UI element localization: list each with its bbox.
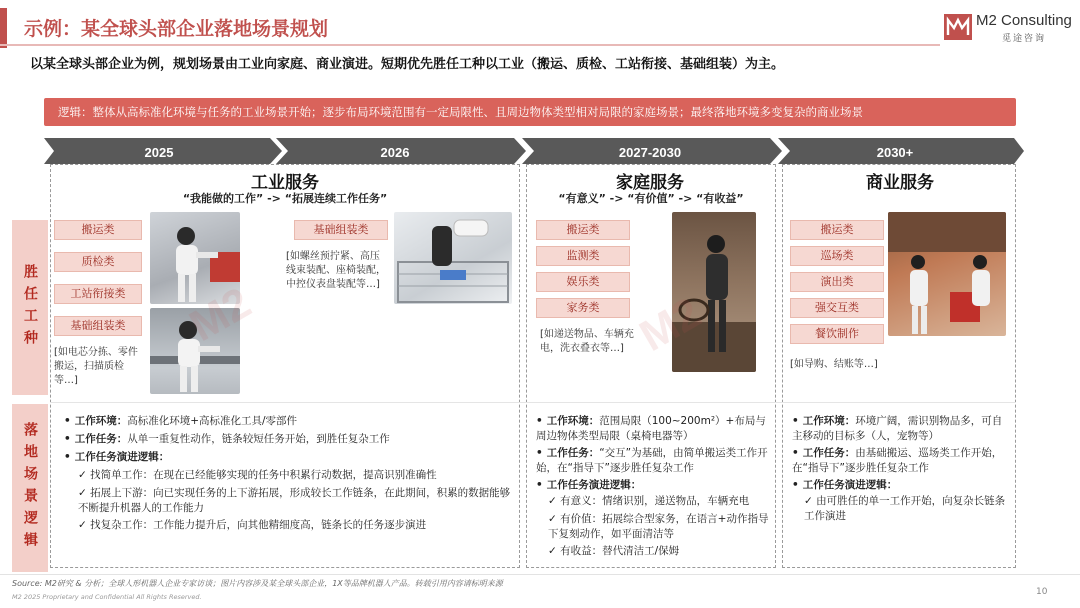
note-home: [如递送物品、车辆充电，洗衣叠衣等…] [540,329,634,354]
industrial-evo-2 [78,486,512,516]
home-evo-3-text: 有收益：替代清洁工/保姆 [560,545,680,557]
com-task [792,446,1012,476]
robot-icon [672,212,756,372]
logic-text: 逻辑：整体从高标准化环境与任务的工业场景开始；逐步布局环境范围有一定局限性、且周边物体类型相对局限的家庭场景；最终落地环境多变复杂的商业场景 [58,105,863,119]
industrial-env-text: 高标准化环境+高标准化工具/零部件 [127,415,298,427]
com-evo-1 [804,494,1012,524]
check-icon: ✓ [548,545,561,557]
industrial-evo-1 [78,468,512,483]
com-env-text: 环境广阔，需识别物品多，可自主移动的目标多（人，宠物等） [792,415,1003,442]
home-task-text: “交互”为基础，由简单搬运类工作开始，在“指导下”逐步胜任复杂工作 [536,447,768,474]
industrial-task-head: 工作任务： [74,433,128,445]
note-2025: [如电芯分拣、零件搬运，扫描质检等…] [54,347,138,386]
logic-banner [44,98,1016,126]
industrial-subtitle: “我能做的工作” -> “拓展连续工作任务” [182,192,388,205]
home-task [536,446,772,476]
note-commercial: [如导购、结账等…] [790,359,878,370]
home-evo-1 [548,494,772,509]
home-evo-head-text: 工作任务演进逻辑： [546,479,642,491]
home-evo-2 [548,512,772,542]
logo-cn-name: 觅途咨询 [1002,34,1047,44]
page-title: 示例：某全球头部企业落地场景规划 [24,18,329,40]
page-subtitle: 以某全球头部企业为例，规划场景由工业向家庭、商业演进。短期优先胜任工种以工业（搬运、质检、工站衔接、基础组装）为主。 [30,57,785,72]
home-evo-3 [548,544,772,559]
com-env-head: 工作环境： [802,415,856,427]
footer-divider [0,574,1080,575]
commercial-title: 商业服务 [866,173,934,193]
home-evo-2-text: 有价值：拓展综合型家务，在语言+动作指导下复刻动作，如平面清洁等 [548,513,769,540]
timeline-2026: 2026 [380,145,410,160]
check-icon: ✓ [78,487,91,499]
tag-inspection: 质检类 [54,252,142,272]
home-evo-1-text: 有意义：情绪识别，递送物品，车辆充电 [560,495,750,507]
home-title: 家庭服务 [616,173,684,193]
tag-com-interaction: 强交互类 [790,298,884,318]
tag-home-entertainment: 娱乐类 [536,272,630,292]
com-env [792,414,1012,444]
robot-photo-factory-2 [150,308,240,394]
note-2026: [如螺丝预拧紧、高压线束装配、座椅装配，中控仪表盘装配等…] [286,251,386,290]
side-label-roles: 胜任工种 [12,220,48,395]
bullet-icon: • [64,433,71,445]
bullet-icon: • [792,447,799,459]
bullet-icon: • [536,479,543,491]
timeline-2027-2030: 2027-2030 [618,145,682,160]
com-task-text: 由基础搬运、巡场类工作开始，在“指导下”逐步胜任复杂工作 [792,447,1003,474]
home-subtitle: “有意义” -> “有价值” -> “有收益” [558,192,744,205]
tag-com-patrol: 巡场类 [790,246,884,266]
tag-home-monitoring: 监测类 [536,246,630,266]
side-label-logic: 落地场景逻辑 [12,404,48,572]
home-env [536,414,772,444]
com-evo-head [792,478,1012,493]
robot-photo-factory-1 [150,212,240,304]
logo-name: M2 Consulting [976,12,1072,29]
bullet-icon: • [536,415,543,427]
home-env-text: 范围局限（100~200m²）+布局与周边物体类型局限（桌椅电器等） [536,415,766,442]
robot-icon [150,212,240,304]
industrial-evo-3 [78,518,512,533]
home-env-head: 工作环境： [546,415,600,427]
tag-basic-assembly-2026: 基础组装类 [294,220,388,240]
home-task-head: 工作任务： [546,447,600,459]
bullet-icon: • [536,447,543,459]
robot-photo-assembly [394,212,512,304]
bullet-icon: • [64,451,71,463]
industrial-evo-3-text: 找复杂工作：工作能力提升后，向其他精细度高，链条长的任务逐步演进 [90,519,427,531]
industrial-task [64,432,514,447]
title-accent-bar [0,8,7,48]
tag-station-link: 工站衔接类 [54,284,142,304]
tag-home-chores: 家务类 [536,298,630,318]
timeline-2025: 2025 [144,145,174,160]
tag-handling: 搬运类 [54,220,142,240]
check-icon: ✓ [548,495,561,507]
tag-home-handling: 搬运类 [536,220,630,240]
check-icon: ✓ [804,495,817,507]
timeline-2030plus: 2030+ [876,145,914,160]
title-divider [0,44,940,46]
m2-logo-icon [944,14,972,40]
home-evo-head [536,478,772,493]
tag-basic-assembly: 基础组装类 [54,316,142,336]
industrial-env [64,414,514,429]
brand-logo [944,10,1074,46]
com-evo-1-text: 由可胜任的单一工作开始，向复杂长链条工作演进 [804,495,1006,522]
tag-com-handling: 搬运类 [790,220,884,240]
robot-hand-icon [394,212,512,304]
industrial-evo-head [64,450,514,465]
check-icon: ✓ [548,513,561,525]
industrial-evo-head-text: 工作任务演进逻辑： [74,451,170,463]
industrial-env-head: 工作环境： [74,415,128,427]
com-task-head: 工作任务： [802,447,856,459]
industrial-evo-1-text: 找简单工作：在现在已经能够实现的任务中积累行动数据，提高识别准确性 [90,469,437,481]
com-evo-head-text: 工作任务演进逻辑： [802,479,898,491]
robot-photo-mall [888,212,1006,336]
check-icon: ✓ [78,519,91,531]
bullet-icon: • [792,415,799,427]
tag-com-catering: 餐饮制作 [790,324,884,344]
footer-copyright: M2 2025 Proprietary and Confidential All Rights Reserved. [12,593,202,601]
robot-icon [888,212,1006,336]
check-icon: ✓ [78,469,91,481]
bullet-icon: • [64,415,71,427]
page-number: 10 [1036,587,1048,597]
industrial-task-text: 从单一重复性动作，链条较短任务开始，到胜任复杂工作 [127,433,390,445]
robot-photo-home [672,212,756,372]
bullet-icon: • [792,479,799,491]
robot-icon [150,308,240,394]
tag-com-performance: 演出类 [790,272,884,292]
footer-source: Source: M2研究 & 分析；全球人形机器人企业专家访谈；图片内容涉及某全球头部企业，1X等品牌机器人产品。转载引用内容请标明来源 [12,579,503,588]
row-divider [50,402,1016,403]
industrial-title: 工业服务 [251,173,319,193]
industrial-evo-2-text: 拓展上下游：向已实现任务的上下游拓展，形成较长工作链条，在此期间，积累的数据能够不断提升机器人的工作能力 [78,487,511,514]
